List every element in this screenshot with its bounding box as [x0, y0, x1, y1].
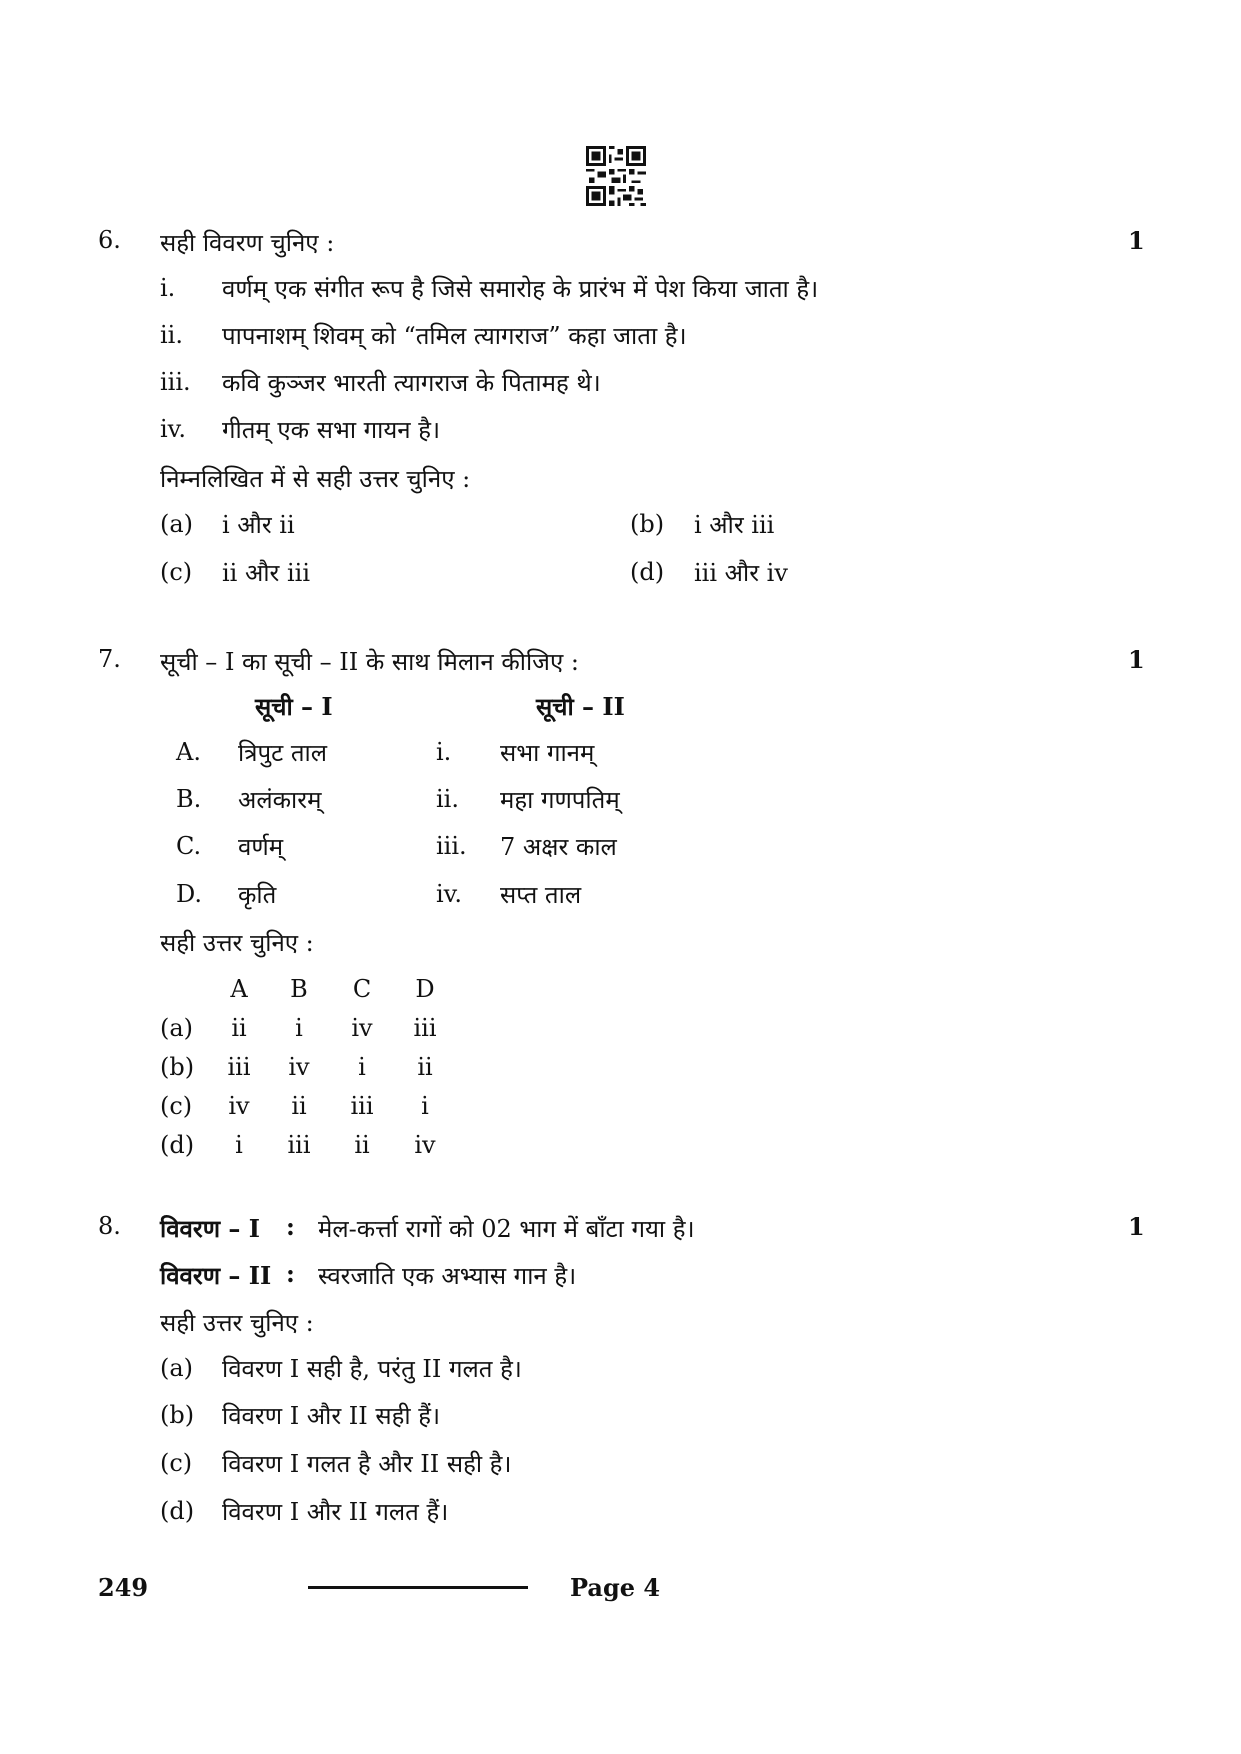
grid-header-cell: C [352, 975, 372, 1003]
list1-item: कृति [238, 881, 277, 909]
list2-header: सूची – II [536, 692, 625, 721]
grid-header-cell: D [415, 975, 435, 1003]
list2-item: 7 अक्षर काल [500, 833, 617, 861]
grid-cell: iii [350, 1092, 374, 1120]
q7-choose: सही उत्तर चुनिए : [160, 929, 314, 957]
q6-statement-label: iii. [160, 368, 191, 396]
grid-cell: i [358, 1053, 366, 1081]
grid-header-cell: A [230, 975, 248, 1003]
statement-2-text: स्वरजाति एक अभ्यास गान है। [318, 1262, 577, 1290]
grid-cell: iv [351, 1014, 373, 1042]
q6-statement-label: iv. [160, 415, 187, 443]
list2-label: iv. [436, 880, 463, 908]
q8-option-text: विवरण I और II गलत हैं। [222, 1498, 449, 1526]
grid-row-label: (d) [160, 1131, 195, 1159]
q6-option-text: i और iii [694, 511, 775, 539]
q6-statement-text: पापनाशम् शिवम् को “तमिल त्यागराज” कहा जाता है। [222, 322, 687, 350]
q6-statement-label: i. [160, 274, 176, 302]
q6-prompt: सही विवरण चुनिए : [160, 229, 335, 257]
grid-cell: iii [413, 1014, 437, 1042]
q6-number: 6. [98, 226, 121, 254]
grid-cell: ii [417, 1053, 433, 1081]
grid-row-label: (a) [160, 1014, 194, 1042]
list2-label: ii. [436, 785, 459, 813]
statement-2-colon: : [286, 1259, 295, 1288]
q6-option-text: iii और iv [694, 559, 788, 587]
grid-row-label: (c) [160, 1092, 193, 1120]
statement-1-colon: : [286, 1212, 295, 1241]
grid-row-label: (b) [160, 1053, 195, 1081]
list2-item: सप्त ताल [500, 881, 582, 909]
q6-option-label: (b) [630, 510, 665, 538]
footer-rule [308, 1586, 528, 1589]
grid-cell: i [421, 1092, 429, 1120]
grid-cell: ii [291, 1092, 307, 1120]
q6-choose: निम्नलिखित में से सही उत्तर चुनिए : [160, 465, 471, 493]
q8-option-text: विवरण I और II सही हैं। [222, 1402, 441, 1430]
q8-option-label: (c) [160, 1449, 193, 1477]
grid-cell: iv [228, 1092, 250, 1120]
q8-option-label: (b) [160, 1401, 195, 1429]
list1-item: अलंकारम् [238, 786, 322, 814]
q7-marks: 1 [1128, 645, 1145, 674]
q6-marks: 1 [1128, 226, 1145, 255]
q6-option-text: ii और iii [222, 559, 311, 587]
grid-cell: i [235, 1131, 243, 1159]
qr-code [586, 146, 646, 206]
q6-option-label: (c) [160, 558, 193, 586]
q6-option-label: (a) [160, 510, 194, 538]
q6-statement-text: वर्णम् एक संगीत रूप है जिसे समारोह के प्रारंभ में पेश किया जाता है। [222, 275, 819, 303]
q6-statement-label: ii. [160, 321, 183, 349]
grid-cell: iii [227, 1053, 251, 1081]
page-number: Page 4 [570, 1573, 661, 1602]
list1-item: वर्णम् [238, 833, 284, 861]
grid-cell: i [295, 1014, 303, 1042]
q8-marks: 1 [1128, 1212, 1145, 1241]
list2-item: महा गणपतिम् [500, 786, 620, 814]
grid-cell: iv [288, 1053, 310, 1081]
list2-item: सभा गानम् [500, 739, 595, 767]
q8-choose: सही उत्तर चुनिए : [160, 1309, 314, 1337]
q8-option-text: विवरण I सही है, परंतु II गलत है। [222, 1355, 522, 1383]
grid-cell: ii [231, 1014, 247, 1042]
list1-label: D. [176, 880, 203, 908]
list1-label: A. [176, 738, 201, 766]
grid-cell: iii [287, 1131, 311, 1159]
q7-prompt: सूची – I का सूची – II के साथ मिलान कीजिए : [160, 648, 579, 676]
grid-cell: ii [354, 1131, 370, 1159]
q6-option-text: i और ii [222, 511, 295, 539]
q6-statement-text: कवि कुञ्जर भारती त्यागराज के पितामह थे। [222, 369, 601, 397]
q7-number: 7. [98, 645, 121, 673]
q6-statement-text: गीतम् एक सभा गायन है। [222, 416, 441, 444]
grid-cell: iv [414, 1131, 436, 1159]
list1-label: C. [176, 832, 202, 860]
paper-code: 249 [98, 1573, 149, 1602]
list2-label: i. [436, 738, 452, 766]
q8-option-label: (d) [160, 1497, 195, 1525]
list2-label: iii. [436, 832, 467, 860]
list1-label: B. [176, 785, 202, 813]
q6-option-label: (d) [630, 558, 665, 586]
list1-item: त्रिपुट ताल [238, 739, 327, 767]
list1-header: सूची – I [255, 692, 333, 721]
q8-number: 8. [98, 1212, 121, 1240]
statement-1-label: विवरण – I [160, 1214, 261, 1243]
grid-header-cell: B [290, 975, 308, 1003]
q8-option-label: (a) [160, 1354, 194, 1382]
statement-1-text: मेल-कर्त्ता रागों को 02 भाग में बाँटा गया है। [318, 1215, 695, 1243]
statement-2-label: विवरण – II [160, 1261, 272, 1290]
q8-option-text: विवरण I गलत है और II सही है। [222, 1450, 512, 1478]
